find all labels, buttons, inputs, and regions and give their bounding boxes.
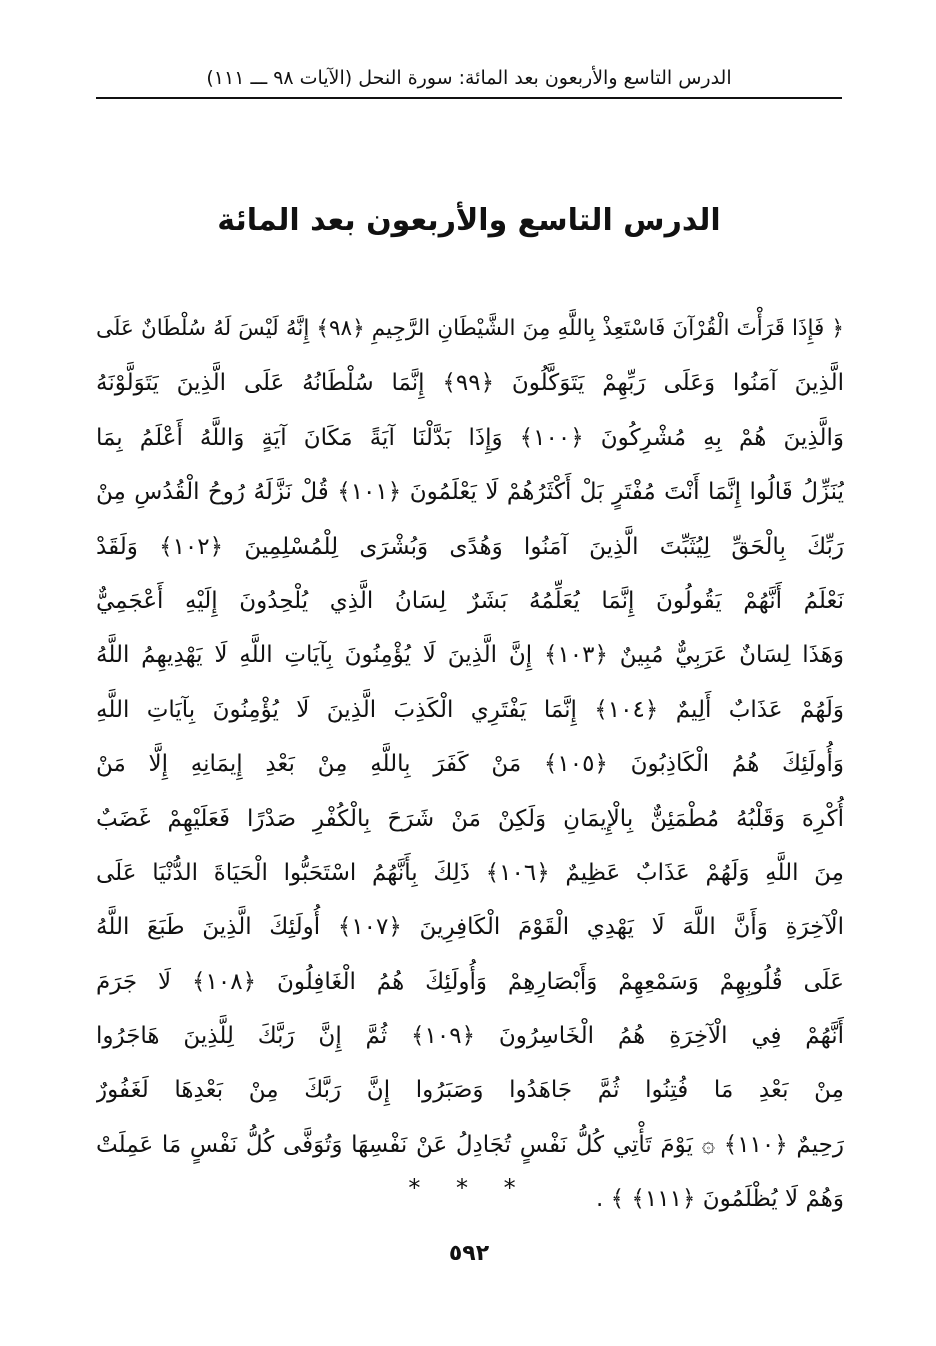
verse-line: وَأُولَئِكَ هُمُ الْكَاذِبُونَ ﴿١٠٥﴾ مَنْ كَفَرَ بِاللَّهِ مِنْ بَعْدِ إِيمَانِهِ إِلَّا مَنْ bbox=[96, 751, 844, 778]
verse-line: نَعْلَمُ أَنَّهُمْ يَقُولُونَ إِنَّمَا يُعَلِّمُهُ بَشَرٌ لِسَانُ الَّذِي يُلْحِدُونَ إِلَيْهِ أَعْجَمِيٌّ bbox=[96, 587, 844, 614]
verse-line: وَلَهُمْ عَذَابٌ أَلِيمٌ ﴿١٠٤﴾ إِنَّمَا يَفْتَرِي الْكَذِبَ الَّذِينَ لَا يُؤْمِنُونَ بِآيَاتِ اللَّهِ bbox=[96, 696, 844, 723]
verse-line: مِنَ اللَّهِ وَلَهُمْ عَذَابٌ عَظِيمٌ ﴿١٠٦﴾ ذَلِكَ بِأَنَّهُمُ اسْتَحَبُّوا الْحَيَاةَ الدُّنْيَا عَلَى bbox=[96, 859, 844, 886]
lesson-title: الدرس التاسع والأربعون بعد المائة bbox=[217, 203, 721, 238]
verse-line: أُكْرِهَ وَقَلْبُهُ مُطْمَئِنٌّ بِالْإِيمَانِ وَلَكِنْ مَنْ شَرَحَ بِالْكُفْرِ صَدْرًا فَعَلَيْهِمْ غَضَبٌ bbox=[96, 805, 844, 832]
quran-passage bbox=[96, 302, 844, 1227]
verse-line: ﴿ فَإِذَا قَرَأْتَ الْقُرْآنَ فَاسْتَعِذْ بِاللَّهِ مِنَ الشَّيْطَانِ الرَّجِيمِ ﴿٩٨﴾ إِنَّهُ لَيْسَ لَهُ سُلْطَانٌ عَلَى bbox=[96, 316, 844, 341]
page-number: ٥٩٢ bbox=[448, 1241, 490, 1266]
verse-line: يُنَزِّلُ قَالُوا إِنَّمَا أَنْتَ مُفْتَرٍ بَلْ أَكْثَرُهُمْ لَا يَعْلَمُونَ ﴿١٠١﴾ قُلْ نَزَّلَهُ رُوحُ الْقُدُسِ مِنْ bbox=[96, 479, 844, 506]
verse-line: وَهُمْ لَا يُظْلَمُونَ ﴿١١١﴾ ﴾ . bbox=[596, 1186, 844, 1213]
verse-line: الْآخِرَةِ وَأَنَّ اللَّهَ لَا يَهْدِي الْقَوْمَ الْكَافِرِينَ ﴿١٠٧﴾ أُولَئِكَ الَّذِينَ طَبَعَ اللَّهُ bbox=[96, 914, 844, 941]
verse-line: الَّذِينَ آمَنُوا وَعَلَى رَبِّهِمْ يَتَوَكَّلُونَ ﴿٩٩﴾ إِنَّمَا سُلْطَانُهُ عَلَى الَّذِينَ يَتَوَلَّوْنَهُ bbox=[96, 370, 844, 397]
verse-line: رَبِّكَ بِالْحَقِّ لِيُثَبِّتَ الَّذِينَ آمَنُوا وَهُدًى وَبُشْرَى لِلْمُسْلِمِينَ ﴿١٠٢﴾ وَلَقَدْ bbox=[96, 533, 844, 560]
verse-line: مِنْ بَعْدِ مَا فُتِنُوا ثُمَّ جَاهَدُوا وَصَبَرُوا إِنَّ رَبَّكَ مِنْ بَعْدِهَا لَغَفُورٌ bbox=[96, 1077, 844, 1104]
verse-line: وَالَّذِينَ هُمْ بِهِ مُشْرِكُونَ ﴿١٠٠﴾ وَإِذَا بَدَّلْنَا آيَةً مَكَانَ آيَةٍ وَاللَّهُ أَعْلَمُ بِمَا bbox=[96, 424, 844, 451]
section-separator: * * * bbox=[408, 1174, 530, 1202]
verse-line: عَلَى قُلُوبِهِمْ وَسَمْعِهِمْ وَأَبْصَارِهِمْ وَأُولَئِكَ هُمُ الْغَافِلُونَ ﴿١٠٨﴾ لَا جَرَمَ bbox=[96, 968, 844, 995]
verse-line: وَهَذَا لِسَانٌ عَرَبِيٌّ مُبِينٌ ﴿١٠٣﴾ إِنَّ الَّذِينَ لَا يُؤْمِنُونَ بِآيَاتِ اللَّهِ لَا يَهْدِيهِمُ اللَّهُ bbox=[96, 642, 844, 669]
verse-line: رَحِيمٌ ﴿١١٠﴾ ۞ يَوْمَ تَأْتِي كُلُّ نَفْسٍ تُجَادِلُ عَنْ نَفْسِهَا وَتُوَفَّى كُلُّ نَفْسٍ مَا عَمِلَتْ bbox=[96, 1131, 844, 1158]
running-header: الدرس التاسع والأربعون بعد المائة: سورة النحل (الآيات ٩٨ ـــ ١١١) bbox=[206, 67, 732, 89]
header-divider bbox=[96, 97, 842, 99]
verse-line: أَنَّهُمْ فِي الْآخِرَةِ هُمُ الْخَاسِرُونَ ﴿١٠٩﴾ ثُمَّ إِنَّ رَبَّكَ لِلَّذِينَ هَاجَرُوا bbox=[96, 1023, 844, 1050]
